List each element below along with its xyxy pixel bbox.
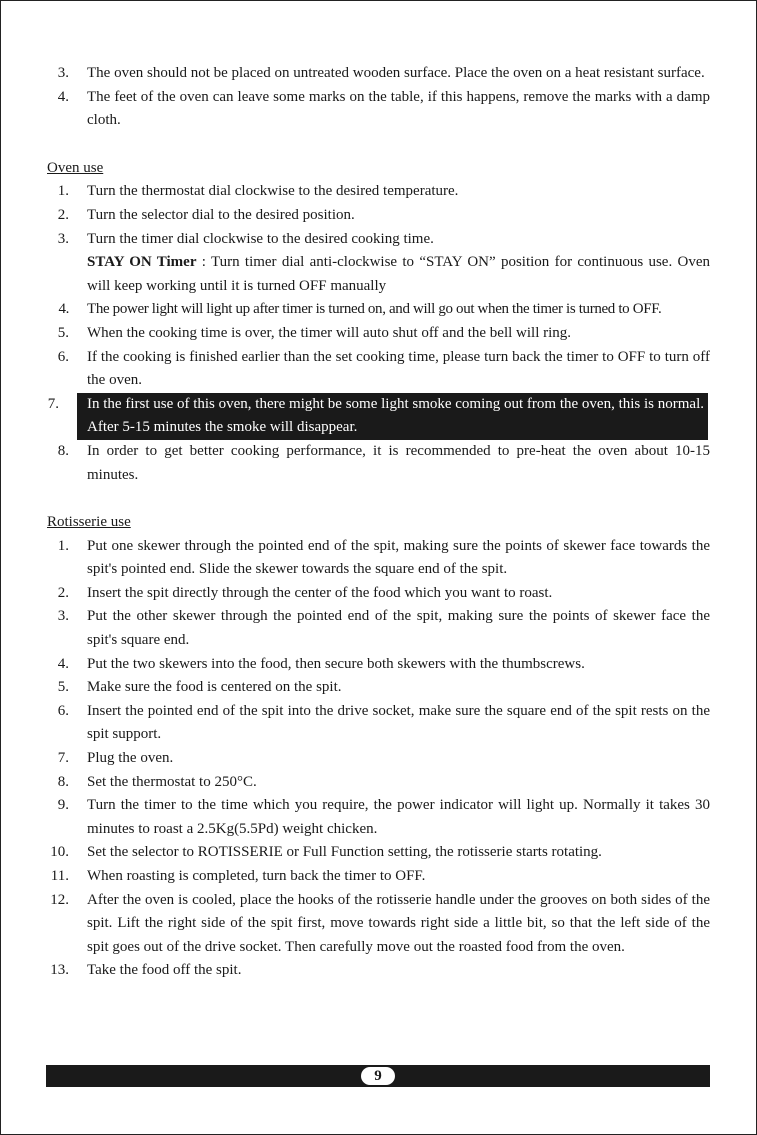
item-text: Plug the oven. (87, 750, 174, 767)
item-text: Insert the spit directly through the center of the food which you want to roast. (87, 584, 553, 601)
item-text: Put the two skewers into the food, then secure both skewers with the thumbscrews. (87, 655, 585, 672)
item-number: 7. (57, 750, 69, 767)
item-text: Turn the timer dial clockwise to the desired cooking time. (87, 230, 434, 247)
list-item (47, 700, 710, 747)
item-number: 3. (57, 65, 69, 81)
list-item (47, 959, 710, 983)
list-item (47, 676, 710, 700)
item-number: 7. (47, 395, 59, 412)
item-number: 10. (50, 844, 69, 861)
item-number: 8. (57, 773, 69, 790)
section-heading-rotisserie-use: Rotisserie use (47, 514, 131, 531)
list-item (47, 865, 710, 889)
item-text: Make sure the food is centered on the spit. (87, 679, 342, 696)
item-text: Turn the thermostat dial clockwise to the desired temperature. (87, 183, 459, 200)
item-text: Turn the selector dial to the desired position. (87, 206, 355, 223)
list-item (47, 62, 710, 86)
item-text: In the first use of this oven, there might be some light smoke coming out from the oven, this is normal. After 5-15 minutes the smoke will disappear. (87, 395, 704, 436)
item-text: Put one skewer through the pointed end of the spit, making sure the points of skewer face towards the spit's pointed end. Slide the skewer towards the square end of the spit. (87, 537, 710, 578)
item-text: After the oven is cooled, place the hooks of the rotisserie handle under the grooves on both sides of the spit. Lift the right side of the spit first, move towards right side a little bit, so that the left side of the spit goes out of the drive socket. Then carefully move out the roasted food from the oven. (87, 891, 710, 955)
item-text: In order to get better cooking performance, it is recommended to pre-heat the oven about 10-15 minutes. (87, 442, 710, 483)
item-number: 3. (57, 230, 69, 247)
list-item (47, 322, 710, 346)
item-text: The oven should not be placed on untreated wooden surface. Place the oven on a heat resistant surface. (87, 65, 705, 81)
list-item (47, 771, 710, 795)
item-text: Insert the pointed end of the spit into the drive socket, make sure the square end of the spit rests on the spit support. (87, 702, 710, 743)
top-list (47, 62, 710, 133)
stay-on-label: STAY ON Timer (87, 254, 197, 271)
page-content (47, 62, 710, 983)
item-text: The feet of the oven can leave some marks on the table, if this happens, remove the marks with a damp cloth. (87, 88, 710, 129)
item-number: 1. (57, 183, 69, 200)
item-number: 11. (50, 868, 69, 884)
item-number: 4. (58, 301, 69, 318)
item-text: Set the selector to ROTISSERIE or Full Function setting, the rotisserie starts rotating. (87, 844, 602, 861)
item-text: Turn the timer to the time which you require, the power indicator will light up. Normally it takes 30 minutes to roast a 2.5Kg(5.5Pd) weight chicken. (87, 797, 710, 837)
item-text: Set the thermostat to 250°C. (87, 773, 257, 790)
item-number: 13. (50, 962, 69, 979)
item-number: 2. (57, 206, 69, 223)
stay-on-note (87, 251, 710, 298)
list-item (47, 298, 710, 322)
list-item (47, 605, 710, 652)
list-item (47, 440, 710, 487)
item-text: The power light will light up after timer is turned on, and will go out when the timer is turned to OFF. (87, 301, 662, 318)
item-number: 6. (57, 702, 69, 719)
list-item (47, 841, 710, 865)
item-number: 8. (57, 442, 69, 459)
list-item (47, 535, 710, 582)
section-heading-oven-use: Oven use (47, 159, 104, 176)
item-number: 4. (57, 88, 69, 105)
stay-on-text: : Turn timer dial anti-clockwise to “STAY ON” position for continuous use. Oven will keep working until it is turned OFF manually (87, 254, 710, 294)
list-item (47, 889, 710, 960)
list-item (47, 180, 710, 204)
highlighted-list-item (47, 393, 708, 440)
item-number: 6. (57, 348, 69, 365)
item-text: If the cooking is finished earlier than the set cooking time, please turn back the timer to OFF to turn off the oven. (87, 348, 710, 389)
item-text: Take the food off the spit. (87, 962, 242, 979)
list-item (47, 346, 710, 393)
item-number: 5. (57, 679, 69, 696)
list-item (47, 582, 710, 606)
list-item (47, 86, 710, 133)
list-item (47, 747, 710, 771)
page-number-badge: 9 (361, 1067, 395, 1085)
item-text: When roasting is completed, turn back the timer to OFF. (87, 868, 426, 884)
rotisserie-use-list (47, 535, 710, 983)
item-number: 3. (57, 608, 69, 625)
item-number: 9. (57, 797, 69, 814)
list-item (47, 204, 710, 228)
oven-use-list (47, 180, 710, 487)
item-text: When the cooking time is over, the timer will auto shut off and the bell will ring. (87, 324, 572, 341)
item-text: Put the other skewer through the pointed end of the spit, making sure the points of skewer face the spit's square end. (87, 608, 710, 649)
list-item (47, 794, 710, 841)
list-item (47, 653, 710, 677)
item-number: 5. (57, 324, 69, 341)
item-number: 4. (57, 655, 69, 672)
item-number: 2. (57, 584, 69, 601)
list-item (47, 228, 710, 299)
item-number: 12. (50, 891, 69, 908)
item-number: 1. (57, 537, 69, 554)
